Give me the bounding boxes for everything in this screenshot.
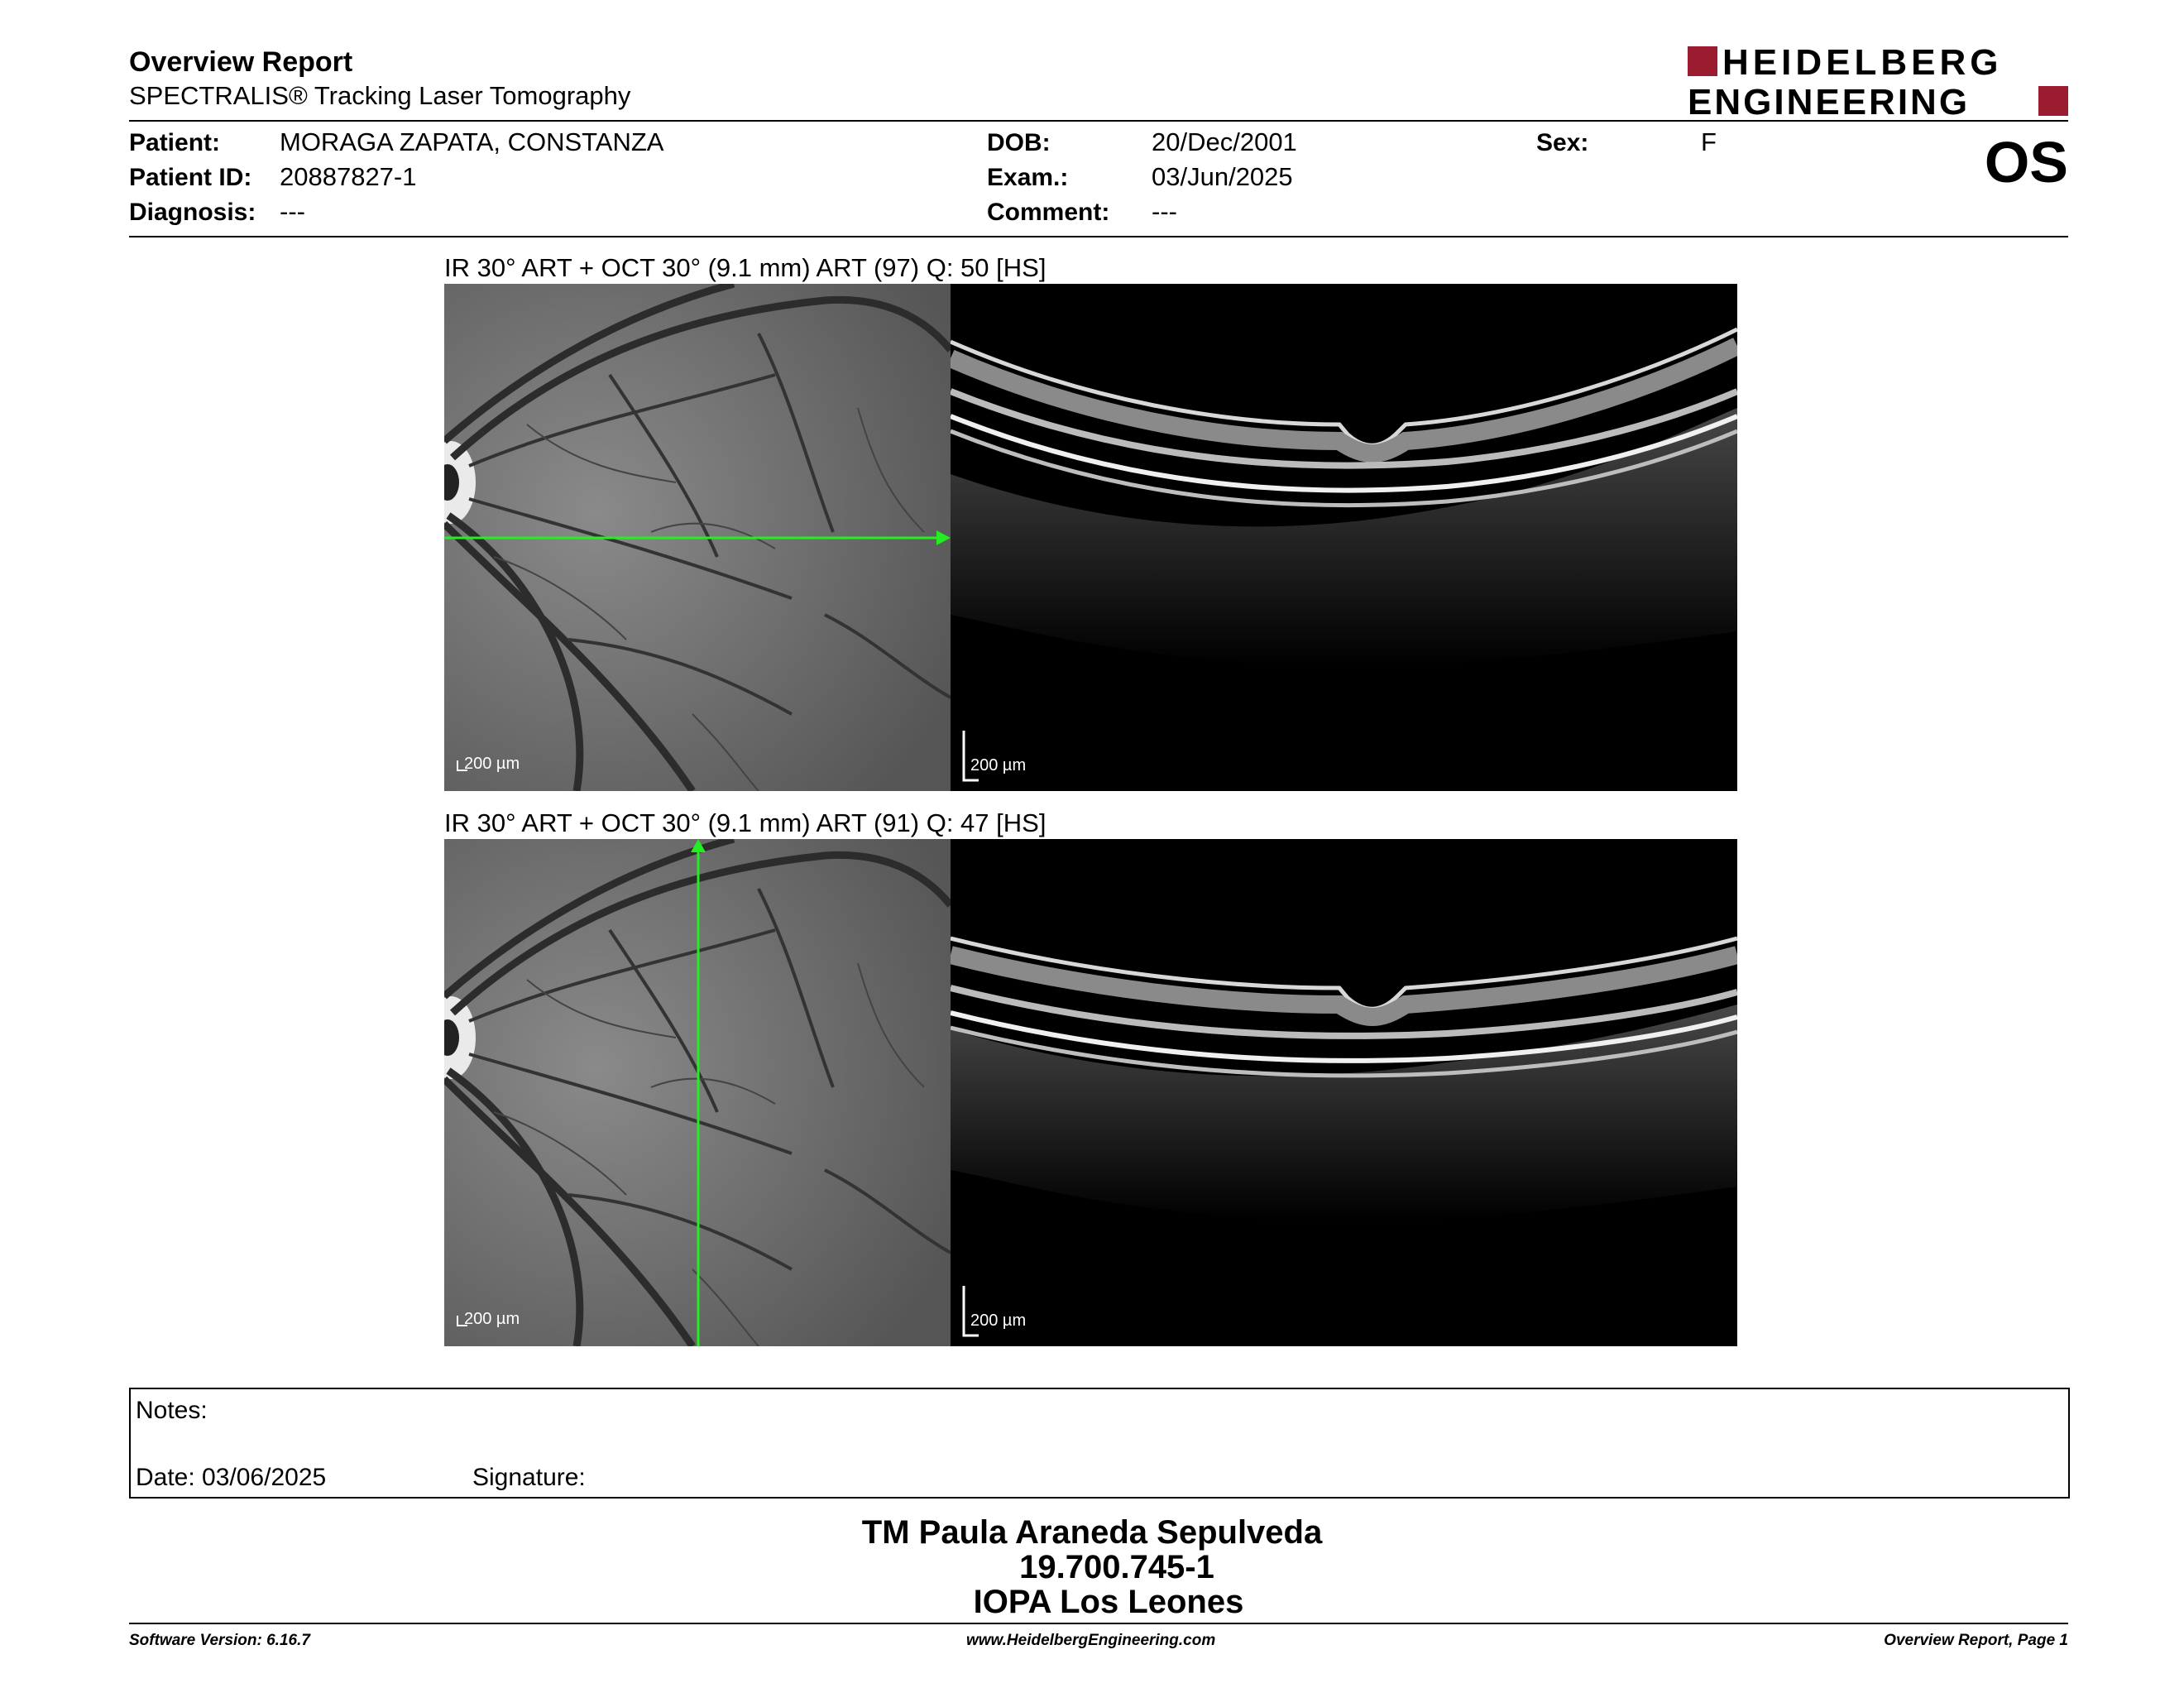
page-number: Overview Report, Page 1 xyxy=(1884,1632,2068,1649)
scan-caption: IR 30° ART + OCT 30° (9.1 mm) ART (91) Q: 47 [HS] xyxy=(444,808,1046,837)
sex-label: Sex: xyxy=(1536,129,1589,156)
comment-label: Comment: xyxy=(987,199,1110,226)
software-version: Software Version: 6.16.7 xyxy=(129,1632,310,1649)
sex-value: F xyxy=(1701,127,1717,156)
fundus-scale-label: 200 µm xyxy=(464,1310,520,1328)
dob-value: 20/Dec/2001 xyxy=(1152,127,1297,156)
patient-id-label: Patient ID: xyxy=(129,164,252,191)
diagnosis-label: Diagnosis: xyxy=(129,199,256,226)
operator-name: TM Paula Araneda Sepulveda xyxy=(861,1514,1323,1551)
fundus-image[interactable] xyxy=(444,284,951,791)
scan-caption: IR 30° ART + OCT 30° (9.1 mm) ART (97) Q: 50 [HS] xyxy=(444,253,1046,282)
website-link[interactable]: www.HeidelbergEngineering.com xyxy=(966,1632,1216,1649)
exam-label: Exam.: xyxy=(987,164,1069,191)
report-subtitle: SPECTRALIS® Tracking Laser Tomography xyxy=(129,81,631,110)
patient-rule xyxy=(129,236,2068,237)
bscan-scale-label: 200 µm xyxy=(970,756,1027,774)
footer-rule xyxy=(129,1623,2068,1624)
logo-text-top: HEIDELBERG xyxy=(1722,45,2003,83)
oct-bscan-image[interactable] xyxy=(951,839,1737,1346)
eye-indicator: OS xyxy=(1984,130,2068,194)
operator-id: 19.700.745-1 xyxy=(1019,1549,1214,1585)
fundus-image[interactable] xyxy=(444,839,951,1346)
logo-text-bottom: ENGINEERING xyxy=(1688,82,1971,119)
fundus-scale-label: 200 µm xyxy=(464,755,520,773)
notes-label: Notes: xyxy=(136,1397,208,1424)
patient-label: Patient: xyxy=(129,129,221,156)
signature-label: Signature: xyxy=(472,1464,586,1491)
heidelberg-logo xyxy=(1688,45,2068,119)
logo-square-bottom xyxy=(2038,86,2068,116)
exam-value: 03/Jun/2025 xyxy=(1152,162,1293,191)
operator-institution: IOPA Los Leones xyxy=(973,1584,1244,1620)
header-rule xyxy=(129,120,2068,122)
diagnosis-value: --- xyxy=(280,197,305,226)
bscan-scale-label: 200 µm xyxy=(970,1312,1027,1330)
comment-value: --- xyxy=(1152,197,1177,226)
oct-bscan-image[interactable] xyxy=(951,284,1737,791)
logo-square-top xyxy=(1688,46,1717,76)
dob-label: DOB: xyxy=(987,129,1051,156)
notes-box[interactable] xyxy=(129,1388,2070,1499)
patient-id: 20887827-1 xyxy=(280,162,417,191)
patient-name: MORAGA ZAPATA, CONSTANZA xyxy=(280,127,664,156)
report-title: Overview Report xyxy=(129,46,353,78)
date-label: Date: 03/06/2025 xyxy=(136,1464,327,1491)
